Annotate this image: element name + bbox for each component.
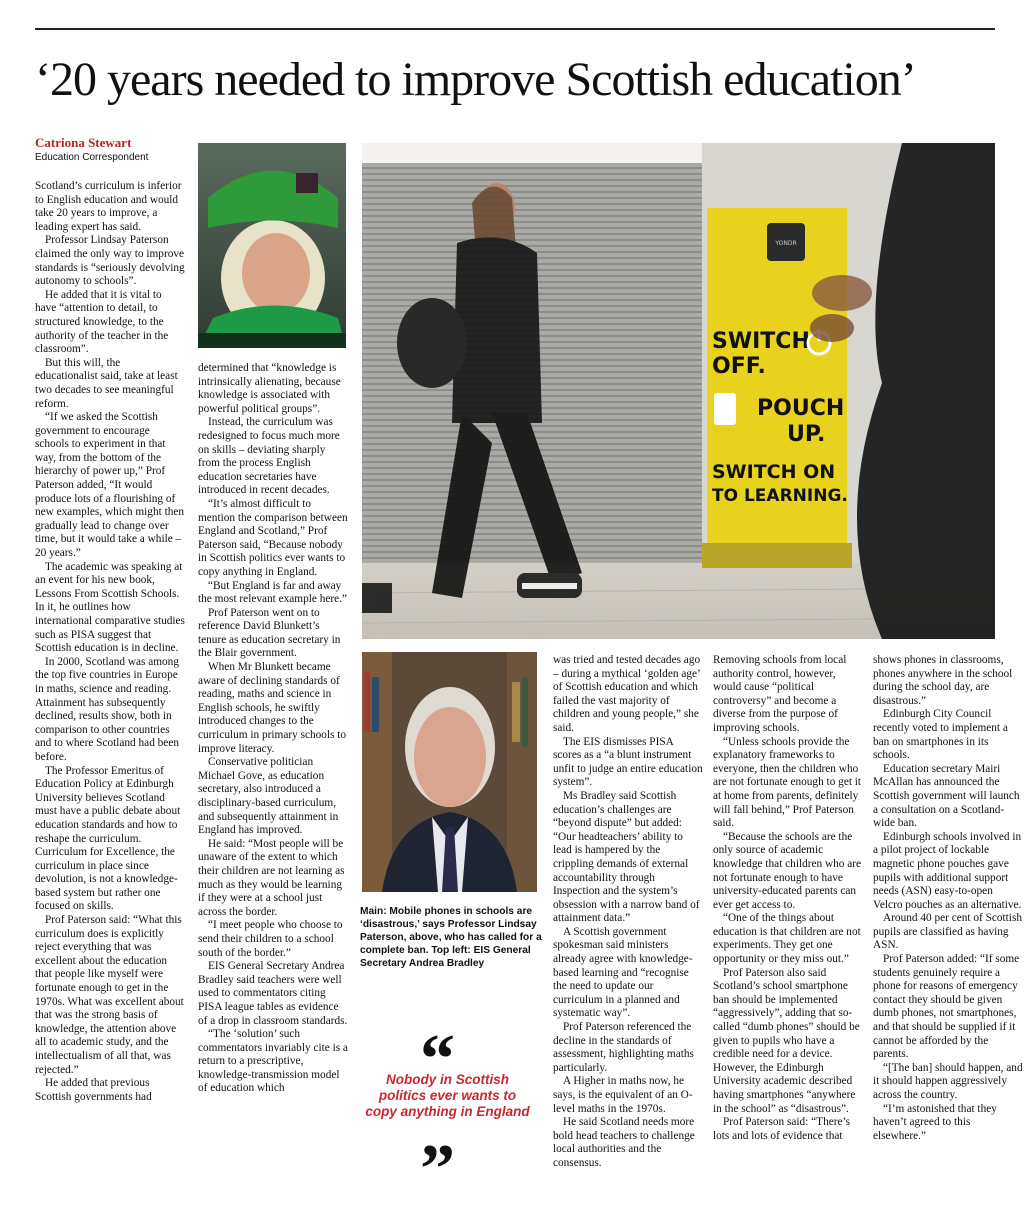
paragraph: “I’m astonished that they haven’t agreed to this elsewhere.” — [873, 1102, 997, 1142]
paragraph: Instead, the curriculum was redesigned to focus much more on skills – deviating sharply from the process English education secretaries have introduced in recent decades. — [198, 416, 340, 497]
pull-quote: Nobody in Scottish politics ever wants to copy anything in England — [365, 1072, 530, 1119]
paragraph: “[The ban] should happen, and it should happen aggressively across the country. — [873, 1061, 1023, 1101]
sign-line-6: TO LEARNING. — [712, 486, 848, 506]
paragraph: “I meet people who choose to send their children to a school south of the border.” — [198, 919, 343, 959]
paragraph: “If we asked the Scottish government to encourage schools to experiment in that way, from the bottom of the hierarchy of power up,” Prof Paterson added, “It would produce lots of a flourishing of new examples, which might then gradually lead to change over time, but it would take a while – 20 years.” — [35, 411, 185, 560]
paragraph: Prof Paterson referenced the decline in the standards of assessment, highlighting maths particularly. — [553, 1021, 694, 1074]
pouch-icon — [714, 393, 736, 425]
sign-line-4: UP. — [787, 422, 826, 447]
sign-line-1: SWITCH — [712, 329, 810, 354]
paragraph: Ms Bradley said Scottish education’s challenges are “beyond dispute” but added: “Our headteachers’ ability to lead is hampered by the crippling demands of external accountability through Inspection and the system’s obsession with a narrow band of attainment data.” — [553, 789, 700, 925]
paragraph: “But England is far and away the most relevant example here.” — [198, 579, 347, 606]
portrait-lindsay-paterson — [362, 652, 537, 892]
sign-line-3: POUCH — [757, 396, 845, 421]
paragraph: He said Scotland needs more bold head teachers to challenge local authorities and the consensus. — [553, 1116, 695, 1169]
paragraph: The Professor Emeritus of Education Policy at Edinburgh University believes Scotland must have a public debate about education standards and how to reshape the curriculum. Curriculum for Excellence, the curriculum in place since devolution, is not a knowledge-based system but rather one focused on skills. — [35, 764, 181, 913]
column-2 — [198, 362, 348, 1096]
column-5 — [873, 654, 1023, 1143]
portrait-andrea-bradley — [198, 143, 346, 348]
paragraph: shows phones in classrooms, phones anywhere in the school during the school day, are disastrous.” — [873, 654, 1013, 707]
paragraph: Prof Paterson went on to reference David Blunkett’s tenure as education secretary in the Blair government. — [198, 606, 341, 660]
main-photo — [362, 143, 995, 639]
paragraph: He said: “Most people will be unaware of the extent to which their children are not learning as much as they would be learning if they were at a school just across the border. — [198, 837, 345, 918]
paragraph: “One of the things about education is that children are not experiments. They get one opportunity or they miss out.” — [713, 912, 861, 966]
column-1 — [35, 180, 185, 1104]
paragraph: EIS General Secretary Andrea Bradley said teachers were well used to commentators citing PISA league tables as evidence of a drop in classroom standards. — [198, 960, 348, 1027]
device-label: YONDR — [775, 240, 797, 247]
paragraph: determined that “knowledge is intrinsically alienating, because knowledge is associated with powerful political groups”. — [198, 362, 341, 415]
paragraph: Removing schools from local authority control, however, would cause “political controversy” and become a diverse from the purpose of improving schools. — [713, 654, 847, 734]
paragraph: A Higher in maths now, he says, is the equivalent of an O-level maths in the 1970s. — [553, 1075, 693, 1115]
paragraph: The EIS dismisses PISA scores as a “a blunt instrument unfit to judge an entire education system”. — [553, 735, 703, 789]
paragraph: “It’s almost difficult to mention the comparison between England and Scotland,” Prof Paterson said, “Because nobody in Scottish politics ever wants to copy anything in England. — [198, 497, 348, 578]
paragraph: The academic was speaking at an event for his new book, Lessons From Scottish Schools. In it, he outlines how international comparative studies such as PISA suggest that Scottish education is in decline. — [35, 560, 185, 655]
column-3 — [553, 654, 703, 1171]
paragraph: Education secretary Mairi McAllan has announced the Scottish government will launch a consultation on a Scotland-wide ban. — [873, 762, 1020, 830]
paragraph: “Because the schools are the only source of academic knowledge that children who are not fortunate enough to have university-educated parents can ever get access to. — [713, 830, 862, 911]
paragraph: When Mr Blunkett became aware of declining standards of reading, maths and science in English schools, he swiftly introduced changes to the curriculum in primary schools to improve literacy. — [198, 661, 347, 755]
paragraph: He added that it is vital to have “attention to detail, to structured knowledge, to the authority of the teacher in the classroom”. — [35, 288, 169, 356]
photo-caption: Main: Mobile phones in schools are ‘disastrous,’ says Professor Lindsay Paterson, above, who has called for a complete ban. Top left: EIS General Secretary Andrea Bradley — [360, 906, 542, 969]
paragraph: Around 40 per cent of Scottish pupils are classified as having ASN. — [873, 912, 1022, 952]
byline-role: Education Correspondent — [35, 152, 149, 163]
column-4 — [713, 654, 863, 1143]
paragraph: Professor Lindsay Paterson claimed the only way to improve standards is “seriously devolving autonomy to schools”. — [35, 234, 185, 288]
paragraph: Edinburgh City Council recently voted to implement a ban on smartphones in its schools. — [873, 708, 1008, 762]
paragraph: Conservative politician Michael Gove, as education secretary, also introduced a disciplinary-based curriculum, and subsequently attainment in England has improved. — [198, 756, 339, 837]
open-quote-icon: “ — [420, 1021, 455, 1098]
sign-line-2: OFF. — [712, 354, 766, 379]
headline: ‘20 years needed to improve Scottish education’ — [35, 53, 916, 106]
close-quote-icon: ” — [420, 1131, 455, 1208]
paragraph: Prof Paterson added: “If some students genuinely require a phone for reasons of emergency contact they should be given dumb phones, not smartphones, and that should be supplied if it cannot be afforded by the parents. — [873, 953, 1020, 1061]
paragraph: was tried and tested decades ago – during a mythical ‘golden age’ of Scottish education and which failed the vast majority of children and young people,” she said. — [553, 654, 701, 734]
sign-line-5: SWITCH ON — [712, 461, 836, 483]
paragraph: Scotland’s curriculum is inferior to English education and would take 20 years to improve, a leading expert has said. — [35, 180, 182, 233]
paragraph: A Scottish government spokesman said ministers already agree with knowledge-based learning and “recognise the need to update our curriculum in a planned and systematic way”. — [553, 925, 693, 1020]
top-rule — [35, 28, 995, 30]
paragraph: He added that previous Scottish governments had — [35, 1077, 152, 1103]
paragraph: Prof Paterson also said Scotland’s school smartphone ban should be implemented “aggressively”, adding that so-called “dumb phones” should be given to pupils who have a credible need for a device. However, the Edinburgh University academic described having smartphones “anywhere in the school” as “disastrous”. — [713, 966, 860, 1115]
paragraph: In 2000, Scotland was among the top five countries in Europe in maths, science and reading. Attainment has subsequently declined, results show, both in comparison to other countries and to where Scotland had been before. — [35, 655, 179, 763]
paragraph: “The ‘solution’ such commentators invariably cite is a return to a prescriptive, knowledge-transmission model of education which — [198, 1028, 348, 1095]
paragraph: Prof Paterson said: “There’s lots and lots of evidence that — [713, 1116, 851, 1142]
paragraph: But this will, the educationalist said, take at least two decades to see meaningful reform. — [35, 356, 178, 410]
byline-name: Catriona Stewart — [35, 135, 132, 150]
paragraph: Edinburgh schools involved in a pilot project of lockable magnetic phone pouches gave pupils with additional support needs (ASN) easy-to-open Velcro pouches as an alternative. — [873, 830, 1022, 911]
paragraph: “Unless schools provide the explanatory frameworks to everyone, then the children who are not fortunate enough to get it at home from parents, definitely will fall behind,” Prof Paterson said. — [713, 735, 862, 830]
paragraph: Prof Paterson said: “What this curriculum does is explicitly reject everything that was excellent about the education that people like myself were fortunate enough to get in the 1970s. What was excellent about that was the strong basis of knowledge, the attention above all to academic study, and the intellectualism of all that, was rejected.” — [35, 914, 184, 1076]
